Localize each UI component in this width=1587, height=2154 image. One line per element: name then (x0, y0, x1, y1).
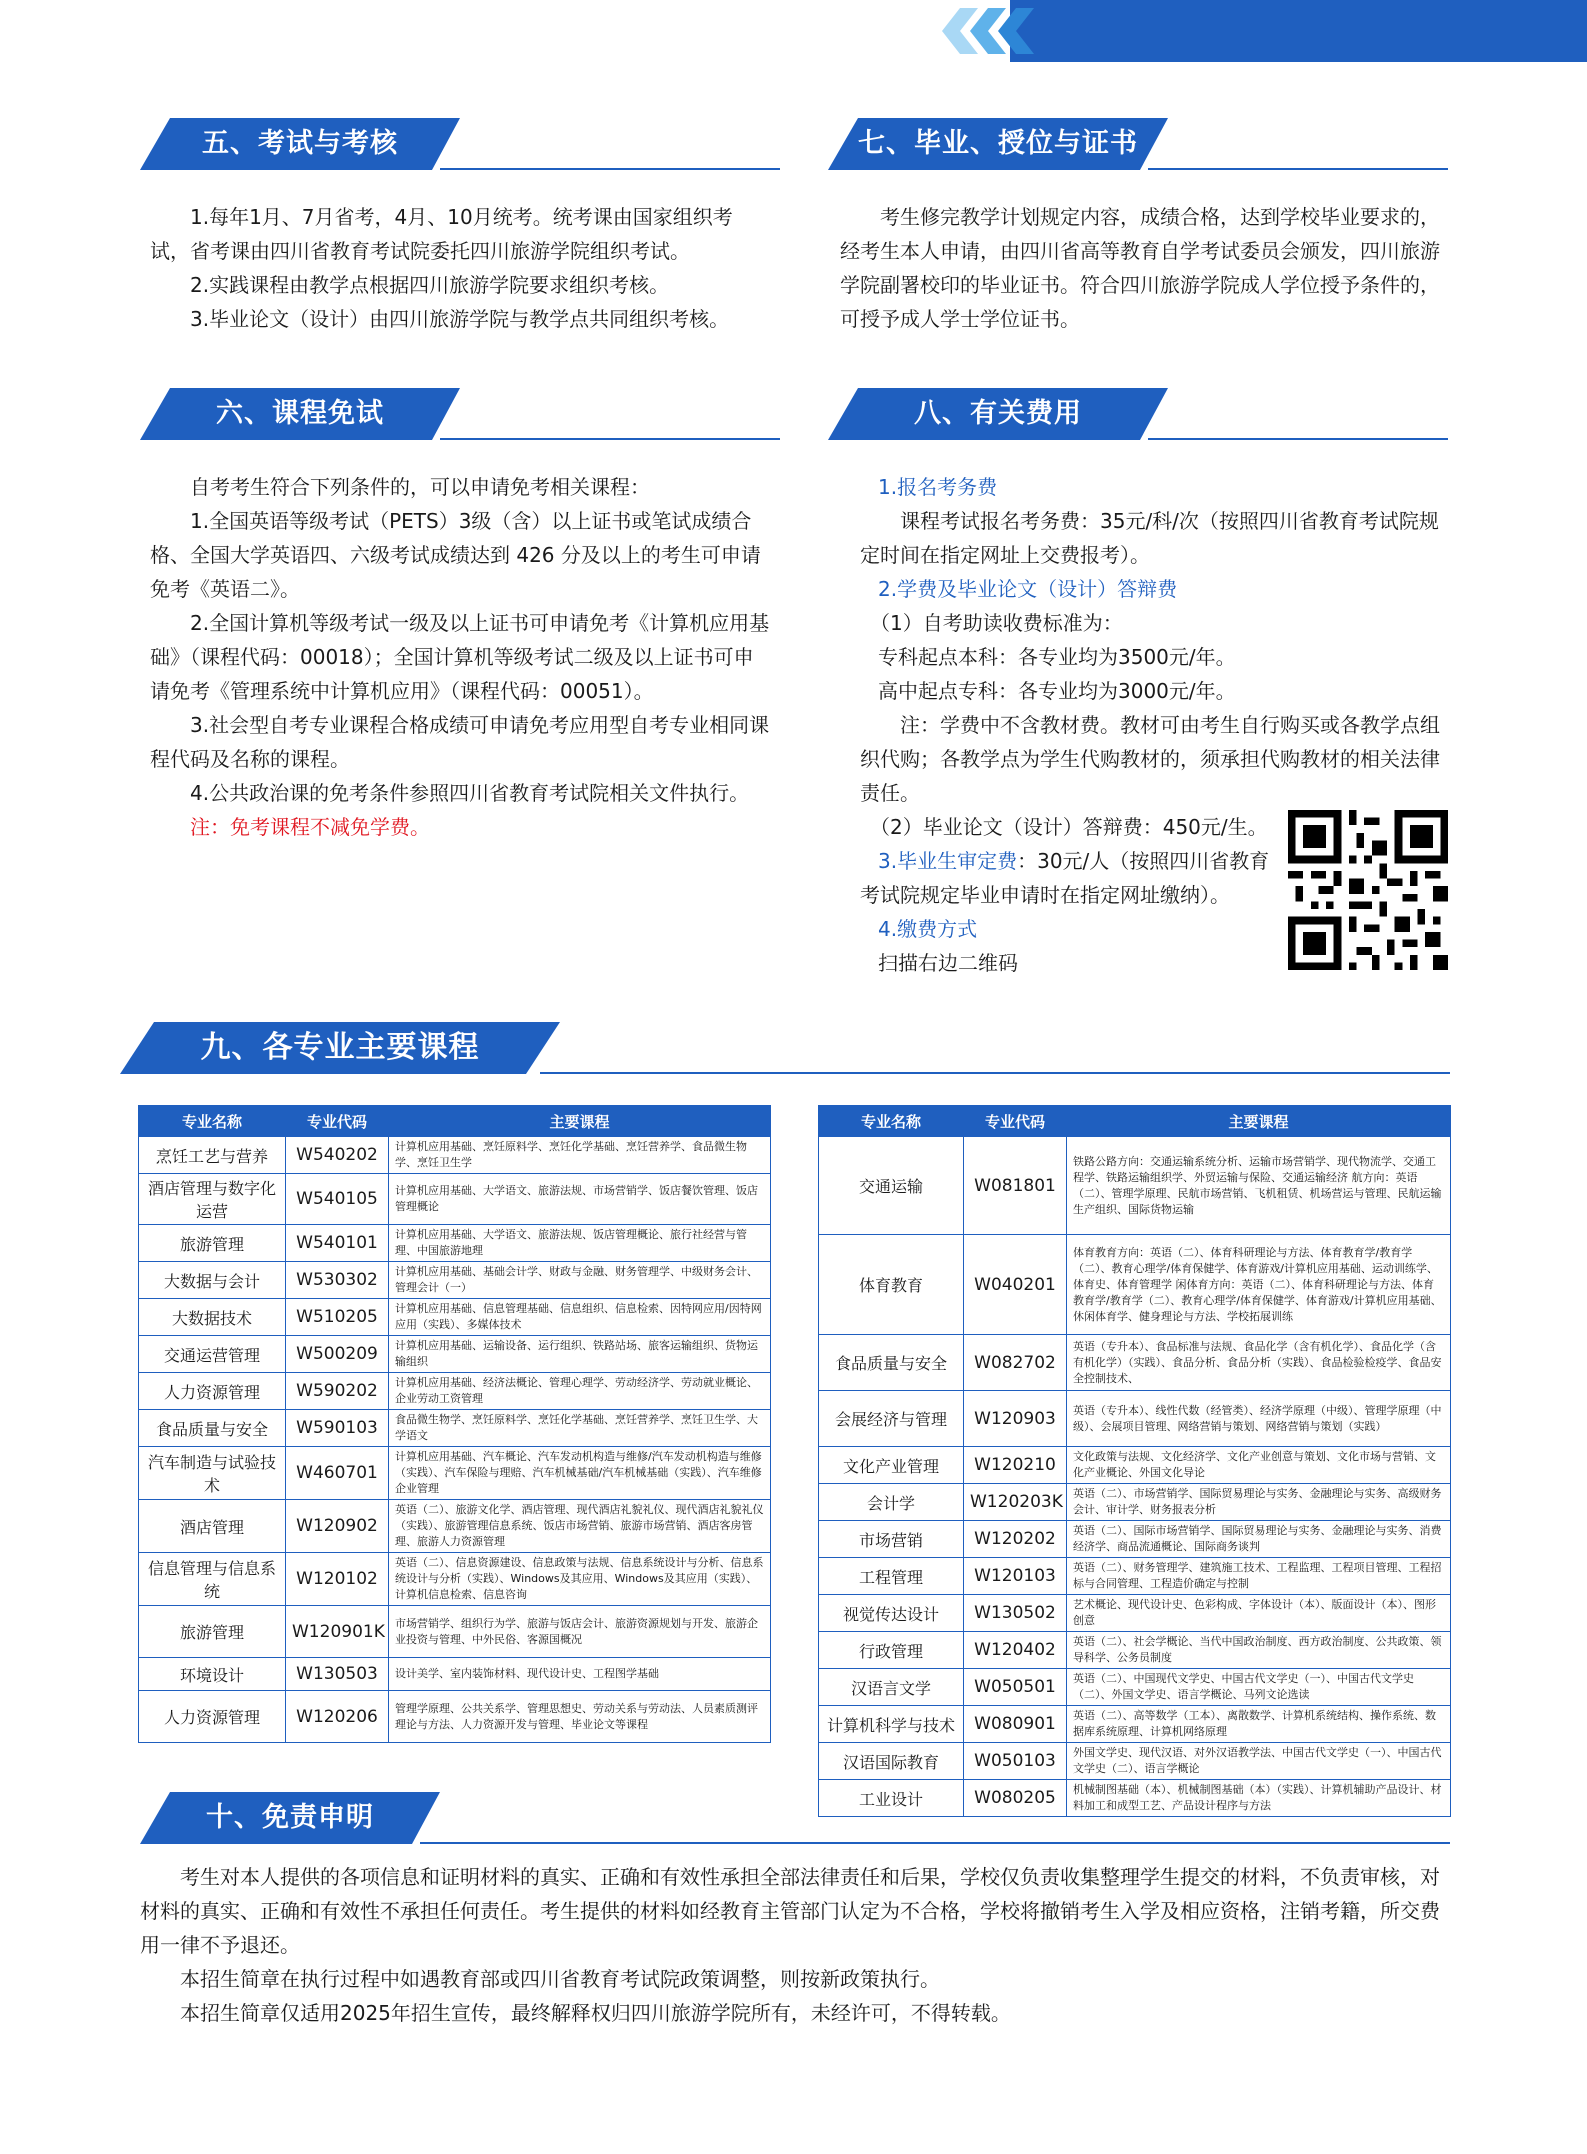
table-row (139, 1137, 771, 1174)
major-code-cell: W540202 (286, 1137, 389, 1174)
major-name-cell: 环境设计 (139, 1658, 286, 1691)
section-5-header (140, 118, 780, 170)
major-code-cell: W050103 (964, 1743, 1067, 1780)
main-courses-cell: 铁路公路方向：交通运输系统分析、运输市场营销学、现代物流学、交通工程学、铁路运输组织学、外贸运输与保险、交通运输经济 航方向：英语（二）、管理学原理、民航市场营销、飞机租赁、机场营运与管理、民航运输生产组织、国际货物运输 (1067, 1137, 1451, 1235)
table-row (819, 1335, 1451, 1391)
table-row (819, 1743, 1451, 1780)
graduation-text: 考生修完教学计划规定内容，成绩合格，达到学校毕业要求的，经考生本人申请，由四川省高等教育自学考试委员会颁发，四川旅游学院副署校印的毕业证书。符合四川旅游学院成人学位授予条件的，可授予成人学士学位证书。 (840, 205, 1440, 331)
section-7-title: 七、毕业、授位与证书 (858, 128, 1138, 159)
fee-registration-text: 课程考试报名考务费：35元/科/次（按照四川省教育考试院规定时间在指定网址上交费报考）。 (860, 509, 1439, 567)
practice-assessment-text: 2.实践课程由教学点根据四川旅游学院要求组织考核。 (190, 273, 670, 297)
main-courses-cell: 计算机应用基础、经济法概论、管理心理学、劳动经济学、劳动就业概论、企业劳动工资管理 (389, 1373, 771, 1410)
table-row (139, 1553, 771, 1606)
section-7-body (840, 200, 1450, 336)
main-courses-cell: 英语（二）、市场营销学、国际贸易理论与实务、金融理论与实务、高级财务会计、审计学、财务报表分析 (1067, 1484, 1451, 1521)
major-code-cell: W460701 (286, 1447, 389, 1500)
table-row (819, 1235, 1451, 1335)
section-9-header (120, 1022, 1450, 1074)
table-row (139, 1447, 771, 1500)
col-header-courses: 主要课程 (1067, 1106, 1451, 1137)
major-name-cell: 交通运营管理 (139, 1336, 286, 1373)
fee-defense-text: （2）毕业论文（设计）答辩费：450元/生。 (870, 815, 1268, 839)
major-code-cell: W120210 (964, 1447, 1067, 1484)
main-courses-cell: 艺术概论、现代设计史、色彩构成、字体设计（本）、版面设计（本）、图形创意 (1067, 1595, 1451, 1632)
major-code-cell: W120901K (286, 1606, 389, 1658)
major-name-cell: 汉语国际教育 (819, 1743, 964, 1780)
disclaimer-text: 考生对本人提供的各项信息和证明材料的真实、正确和有效性承担全部法律责任和后果，学校仅负责收集整理学生提交的材料，不负责审核，对材料的真实、正确和有效性不承担任何责任。考生提供的材料如经教育主管部门认定为不合格，学校将撤销考生入学及相应资格，注销考籍，所交费用一律不予退还。 (140, 1865, 1440, 1957)
major-name-cell: 人力资源管理 (139, 1373, 286, 1410)
major-code-cell: W510205 (286, 1299, 389, 1336)
main-courses-cell: 英语（二）、社会学概论、当代中国政治制度、西方政治制度、公共政策、领导科学、公务员制度 (1067, 1632, 1451, 1669)
table-row (139, 1262, 771, 1299)
exemption-computer-text: 2.全国计算机等级考试一级及以上证书可申请免考《计算机应用基础》（课程代码：00018）；全国计算机等级考试二级及以上证书可申请免考《管理系统中计算机应用》（课程代码：00051）。 (150, 611, 770, 703)
exemption-intro-text: 自考考生符合下列条件的，可以申请免考相关课程： (190, 475, 650, 499)
table-row (139, 1691, 771, 1743)
major-name-cell: 计算机科学与技术 (819, 1706, 964, 1743)
table-row (139, 1174, 771, 1225)
table-row (139, 1373, 771, 1410)
main-courses-cell: 体育教育方向：英语（二）、体育科研理论与方法、体育教育学/教育学（二）、教育心理学/体育保健学、体育游戏/计算机应用基础、运动训练学、体育史、体育管理学 闲体育方向：英语（二）、体育科研理论与方法、体育教育学/教育学（二）、教育心理学/体育保健学、体育游戏/计算机应用基础、休闲体育学、健身理论与方法、学校拓展训练 (1067, 1235, 1451, 1335)
major-name-cell: 工业设计 (819, 1780, 964, 1817)
section-8-title: 八、有关费用 (914, 398, 1082, 429)
section-10-header (140, 1792, 1450, 1844)
major-code-cell: W590202 (286, 1373, 389, 1410)
main-courses-cell: 英语（二）、国际市场营销学、国际贸易理论与实务、金融理论与实务、消费经济学、商品流通概论、国际商务谈判 (1067, 1521, 1451, 1558)
table-row (819, 1558, 1451, 1595)
table-row (139, 1606, 771, 1658)
main-courses-cell: 计算机应用基础、运输设备、运行组织、铁路站场、旅客运输组织、货物运输组织 (389, 1336, 771, 1373)
main-courses-cell: 设计美学、室内装饰材料、现代设计史、工程图学基础 (389, 1658, 771, 1691)
main-courses-cell: 计算机应用基础、汽车概论、汽车发动机构造与维修/汽车发动机构造与维修（实践）、汽车保险与理赔、汽车机械基础/汽车机械基础（实践）、汽车维修企业管理 (389, 1447, 771, 1500)
major-code-cell: W080901 (964, 1706, 1067, 1743)
main-courses-cell: 计算机应用基础、烹饪原料学、烹饪化学基础、烹饪营养学、食品微生物学、烹饪卫生学 (389, 1137, 771, 1174)
col-header-major: 专业名称 (819, 1106, 964, 1137)
col-header-code: 专业代码 (286, 1106, 389, 1137)
majors-table-right (818, 1105, 1451, 1817)
section-6-header (140, 388, 780, 440)
main-courses-cell: 英语（二）、信息资源建设、信息政策与法规、信息系统设计与分析、信息系统设计与分析（实践）、Windows及其应用、Windows及其应用（实践）、计算机信息检索、信息咨询 (389, 1553, 771, 1606)
major-name-cell: 人力资源管理 (139, 1691, 286, 1743)
major-name-cell: 汽车制造与试验技术 (139, 1447, 286, 1500)
table-row (139, 1410, 771, 1447)
major-code-cell: W540105 (286, 1174, 389, 1225)
section-8-header (828, 388, 1448, 440)
main-courses-cell: 食品微生物学、烹饪原料学、烹饪化学基础、烹饪营养学、烹饪卫生学、大学语文 (389, 1410, 771, 1447)
major-name-cell: 旅游管理 (139, 1606, 286, 1658)
section-9-title: 九、各专业主要课程 (200, 1030, 480, 1065)
fee-payment-text: 扫描右边二维码 (878, 951, 1018, 975)
major-name-cell: 会展经济与管理 (819, 1391, 964, 1447)
main-courses-cell: 外国文学史、现代汉语、对外汉语教学法、中国古代文学史（一）、中国古代文学史（二）、语言学概论 (1067, 1743, 1451, 1780)
main-courses-cell: 英语（二）、旅游文化学、酒店管理、现代酒店礼貌礼仪、现代酒店礼貌礼仪（实践）、旅游管理信息系统、饭店市场营销、旅游市场营销、酒店客房管理、旅游人力资源管理 (389, 1500, 771, 1553)
table-row (819, 1595, 1451, 1632)
main-courses-cell: 机械制图基础（本）、机械制图基础（本）（实践）、计算机辅助产品设计、材料加工和成型工艺、产品设计程序与方法 (1067, 1780, 1451, 1817)
major-name-cell: 信息管理与信息系统 (139, 1553, 286, 1606)
table-row (139, 1225, 771, 1262)
main-courses-cell: 计算机应用基础、大学语文、旅游法规、饭店管理概论、旅行社经营与管理、中国旅游地理 (389, 1225, 771, 1262)
major-name-cell: 大数据技术 (139, 1299, 286, 1336)
main-courses-cell: 英语（二）、财务管理学、建筑施工技术、工程监理、工程项目管理、工程招标与合同管理、工程造价确定与控制 (1067, 1558, 1451, 1595)
major-code-cell: W590103 (286, 1410, 389, 1447)
major-code-cell: W120903 (964, 1391, 1067, 1447)
major-name-cell: 酒店管理与数字化运营 (139, 1174, 286, 1225)
section-6-body (150, 470, 770, 844)
major-name-cell: 视觉传达设计 (819, 1595, 964, 1632)
exemption-politics-text: 4.公共政治课的免考条件参照四川省教育考试院相关文件执行。 (190, 781, 750, 805)
exemption-social-text: 3.社会型自考专业课程合格成绩可申请免考应用型自考专业相同课程代码及名称的课程。 (150, 713, 770, 771)
section-5-body (150, 200, 770, 336)
table-row (139, 1299, 771, 1336)
col-header-code: 专业代码 (964, 1106, 1067, 1137)
major-name-cell: 市场营销 (819, 1521, 964, 1558)
table-row (819, 1447, 1451, 1484)
table-row (139, 1658, 771, 1691)
section-6-title: 六、课程免试 (216, 398, 384, 429)
major-name-cell: 行政管理 (819, 1632, 964, 1669)
exemption-note-text: 注：免考课程不减免学费。 (190, 815, 430, 839)
chevron-decoration-icon (930, 8, 1050, 54)
section-10-body (140, 1860, 1450, 2030)
major-code-cell: W120402 (964, 1632, 1067, 1669)
main-courses-cell: 计算机应用基础、信息管理基础、信息组织、信息检索、因特网应用/因特网应用（实践）、多媒体技术 (389, 1299, 771, 1336)
major-name-cell: 会计学 (819, 1484, 964, 1521)
table-row (139, 1500, 771, 1553)
major-code-cell: W120203K (964, 1484, 1067, 1521)
major-name-cell: 交通运输 (819, 1137, 964, 1235)
fee-heading-2: 2.学费及毕业论文（设计）答辩费 (878, 577, 1178, 601)
fee-tuition-junior: 高中起点专科：各专业均为3000元/年。 (878, 679, 1236, 703)
section-10-title: 十、免责申明 (206, 1802, 374, 1833)
major-code-cell: W500209 (286, 1336, 389, 1373)
major-name-cell: 食品质量与安全 (139, 1410, 286, 1447)
main-courses-cell: 市场营销学、组织行为学、旅游与饭店会计、旅游资源规划与开发、旅游企业投资与管理、中外民俗、客源国概况 (389, 1606, 771, 1658)
major-code-cell: W130503 (286, 1658, 389, 1691)
main-courses-cell: 英语（专升本）、线性代数（经管类）、经济学原理（中级）、管理学原理（中级）、会展项目管理、网络营销与策划、网络营销与策划（实践） (1067, 1391, 1451, 1447)
fee-review-text: ：30元/人（按照四川省教育考试院规定毕业申请时在指定网址缴纳）。 (860, 849, 1270, 907)
fee-review-block (860, 844, 1270, 912)
exam-schedule-text: 1.每年1月、7月省考，4月、10月统考。统考课由国家组织考试，省考课由四川省教育考试院委托四川旅游学院组织考试。 (150, 205, 733, 263)
table-row (819, 1484, 1451, 1521)
table-row (819, 1137, 1451, 1235)
major-code-cell: W530302 (286, 1262, 389, 1299)
col-header-courses: 主要课程 (389, 1106, 771, 1137)
major-name-cell: 食品质量与安全 (819, 1335, 964, 1391)
fee-heading-1: 1.报名考务费 (878, 475, 998, 499)
major-code-cell: W120206 (286, 1691, 389, 1743)
major-name-cell: 汉语言文学 (819, 1669, 964, 1706)
major-name-cell: 大数据与会计 (139, 1262, 286, 1299)
major-code-cell: W120102 (286, 1553, 389, 1606)
fee-heading-4: 4.缴费方式 (878, 917, 978, 941)
major-code-cell: W040201 (964, 1235, 1067, 1335)
main-courses-cell: 计算机应用基础、大学语文、旅游法规、市场营销学、饭店餐饮管理、饭店管理概论 (389, 1174, 771, 1225)
major-code-cell: W120202 (964, 1521, 1067, 1558)
payment-qr-code-icon[interactable] (1288, 810, 1448, 970)
col-header-major: 专业名称 (139, 1106, 286, 1137)
section-5-title: 五、考试与考核 (202, 128, 398, 159)
exemption-english-text: 1.全国英语等级考试（PETS）3级（含）以上证书或笔试成绩合格、全国大学英语四、六级考试成绩达到 426 分及以上的考生可申请免考《英语二》。 (150, 509, 761, 601)
major-code-cell: W080205 (964, 1780, 1067, 1817)
major-code-cell: W540101 (286, 1225, 389, 1262)
table-row (139, 1336, 771, 1373)
main-courses-cell: 英语（二）、中国现代文学史、中国古代文学史（一）、中国古代文学史（二）、外国文学史、语言学概论、马列文论选读 (1067, 1669, 1451, 1706)
major-code-cell: W120103 (964, 1558, 1067, 1595)
major-code-cell: W120902 (286, 1500, 389, 1553)
table-row (819, 1391, 1451, 1447)
major-code-cell: W082702 (964, 1335, 1067, 1391)
main-courses-cell: 文化政策与法规、文化经济学、文化产业创意与策划、文化市场与营销、文化产业概论、外国文化导论 (1067, 1447, 1451, 1484)
major-name-cell: 体育教育 (819, 1235, 964, 1335)
table-row (819, 1669, 1451, 1706)
main-courses-cell: 英语（专升本）、食品标准与法规、食品化学（含有机化学）、食品化学（含有机化学）（实践）、食品分析、食品分析（实践）、食品检验检疫学、食品安全控制技术、 (1067, 1335, 1451, 1391)
policy-adjust-text: 本招生简章在执行过程中如遇教育部或四川省教育考试院政策调整，则按新政策执行。 (180, 1967, 940, 1991)
major-name-cell: 文化产业管理 (819, 1447, 964, 1484)
major-code-cell: W050501 (964, 1669, 1067, 1706)
fee-heading-3: 3.毕业生审定费 (878, 849, 1018, 873)
fee-tuition-bachelor: 专科起点本科：各专业均为3500元/年。 (878, 645, 1236, 669)
fee-tuition-note: 注：学费中不含教材费。教材可由考生自行购买或各教学点组织代购；各教学点为学生代购教材的，须承担代购教材的相关法律责任。 (860, 713, 1440, 805)
major-code-cell: W130502 (964, 1595, 1067, 1632)
fee-tuition-standard: （1）自考助读收费标准为： (870, 611, 1123, 635)
top-banner-bar (1010, 0, 1587, 62)
table-row (819, 1632, 1451, 1669)
major-name-cell: 工程管理 (819, 1558, 964, 1595)
major-name-cell: 烹饪工艺与营养 (139, 1137, 286, 1174)
majors-table-left (138, 1105, 771, 1743)
main-courses-cell: 计算机应用基础、基础会计学、财政与金融、财务管理学、中级财务会计、管理会计（一） (389, 1262, 771, 1299)
table-row (819, 1706, 1451, 1743)
table-row (819, 1521, 1451, 1558)
main-courses-cell: 管理学原理、公共关系学、管理思想史、劳动关系与劳动法、人员素质测评理论与方法、人力资源开发与管理、毕业论文等课程 (389, 1691, 771, 1743)
copyright-text: 本招生简章仅适用2025年招生宣传，最终解释权归四川旅游学院所有，未经许可，不得转载。 (180, 2001, 1011, 2025)
main-courses-cell: 英语（二）、高等数学（工本）、离散数学、计算机系统结构、操作系统、数据库系统原理、计算机网络原理 (1067, 1706, 1451, 1743)
thesis-assessment-text: 3.毕业论文（设计）由四川旅游学院与教学点共同组织考核。 (190, 307, 730, 331)
section-7-header (828, 118, 1448, 170)
major-name-cell: 酒店管理 (139, 1500, 286, 1553)
major-code-cell: W081801 (964, 1137, 1067, 1235)
major-name-cell: 旅游管理 (139, 1225, 286, 1262)
